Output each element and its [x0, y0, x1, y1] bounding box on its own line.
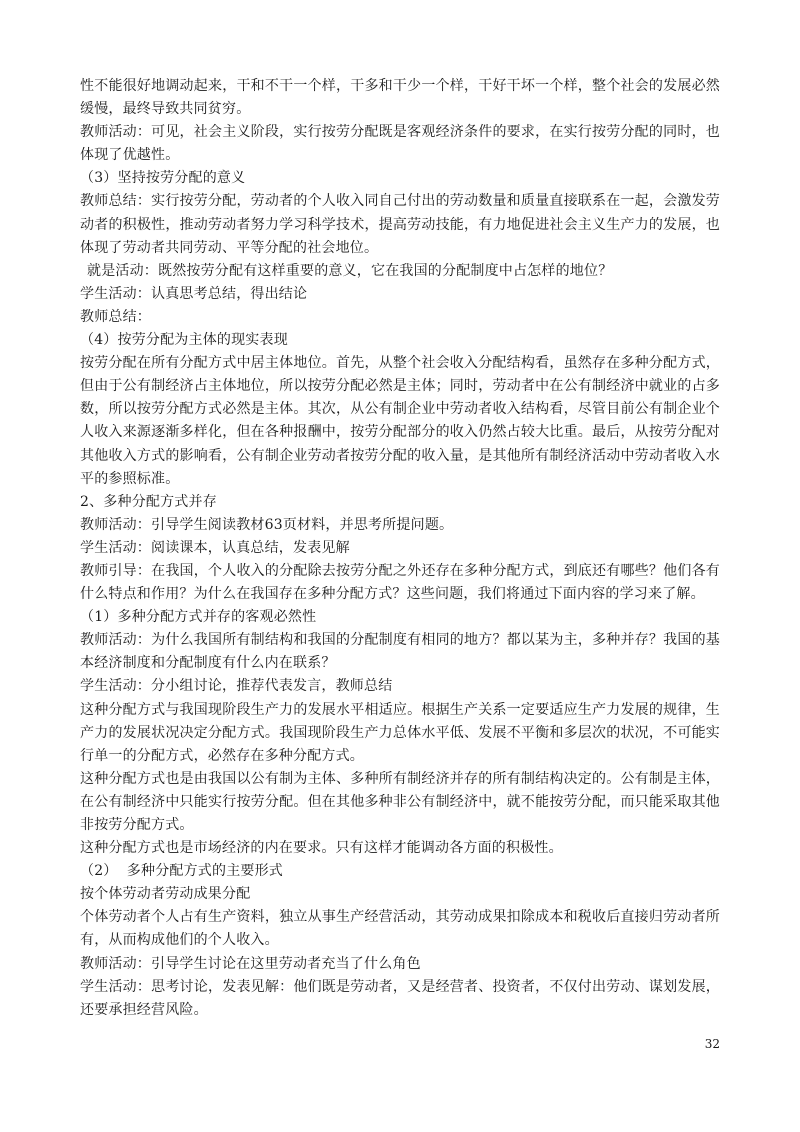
teacher-activity-role: 教师活动：引导学生讨论在这里劳动者充当了什么角色: [80, 955, 421, 972]
explanation-ownership: 这种分配方式也是由我国以公有制为主体、多种所有制经济并存的所有制结构决定的。公有制是主体，在公有制经济中只能实行按劳分配。但在其他多种非公有制经济中，就不能按劳分配，而只能采取其他非按劳分配方式。: [80, 770, 720, 833]
teacher-guidance: 教师引导：在我国，个人收入的分配除去按劳分配之外还存在多种分配方式，到底还有哪些？他们各有什么特点和作用？为什么在我国存在多种分配方式？这些问题，我们将通过下面内容的学习来了解。: [80, 562, 720, 603]
student-activity: 学生活动：认真思考总结，得出结论: [80, 285, 308, 302]
teacher-activity-reading: 教师活动：引导学生阅读教材63页材料，并思考所提问题。: [80, 516, 454, 533]
student-activity-reading: 学生活动：阅读课本，认真总结，发表见解: [80, 539, 350, 556]
individual-labor-paragraph: 个体劳动者个人占有生产资料，独立从事生产经营活动，其劳动成果扣除成本和税收后直接归劳动者所有，从而构成他们的个人收入。: [80, 909, 720, 949]
explanation-productivity: 这种分配方式与我国现阶段生产力的发展水平相适应。根据生产关系一定要适应生产力发展的规律，生产力的发展状况决定分配方式。我国现阶段生产力总体水平低、发展不平衡和多层次的状况，不可能实行单一的分配方式，必然存在多种分配方式。: [80, 701, 720, 764]
section-heading-2-multiple: 2、多种分配方式并存: [80, 493, 217, 510]
subsection-heading-2: （2） 多种分配方式的主要形式: [80, 863, 284, 880]
page-number: 32: [704, 1037, 720, 1051]
individual-labor-heading: 按个体劳动者劳动成果分配: [80, 886, 251, 903]
teacher-activity-question: 教师活动：为什么我国所有制结构和我国的分配制度有相同的地方？都以某为主，多种并存？我国的基本经济制度和分配制度有什么内在联系？: [80, 632, 720, 672]
main-distribution-paragraph: 按劳分配在所有分配方式中居主体地位。首先，从整个社会收入分配结构看，虽然存在多种分配方式，但由于公有制经济占主体地位，所以按劳分配必然是主体；同时，劳动者中在公有制经济中就业的占多数，所以按劳分配方式必然是主体。其次，从公有制企业中劳动者收入结构看，尽管目前公有制企业个人收入来源逐渐多样化，但在各种报酬中，按劳分配部分的收入仍然占较大比重。最后，从按劳分配对其他收入方式的影响看，公有制企业劳动者按劳分配的收入量，是其他所有制经济活动中劳动者收入水平的参照标准。: [80, 355, 720, 487]
teacher-summary-label: 教师总结：: [80, 308, 151, 325]
paragraph-continuation: 性不能很好地调动起来，干和不干一个样，干多和干少一个样，干好干坏一个样，整个社会的发展必然缓慢，最终导致共同贫穷。: [80, 78, 720, 118]
question-paragraph: 就是活动：既然按劳分配有这样重要的意义，它在我国的分配制度中占怎样的地位？: [87, 262, 613, 279]
section-heading-4: （4）按劳分配为主体的现实表现: [80, 332, 288, 349]
explanation-market: 这种分配方式也是市场经济的内在要求。只有这样才能调动各方面的积极性。: [80, 840, 563, 857]
section-heading-3: （3）坚持按劳分配的意义: [80, 170, 246, 187]
student-activity-answer: 学生活动：思考讨论，发表见解：他们既是劳动者，又是经营者、投资者，不仅付出劳动、谋划发展，还要承担经营风险。: [80, 978, 720, 1018]
teacher-activity: 教师活动：可见，社会主义阶段，实行按劳分配既是客观经济条件的要求，在实行按劳分配的同时，也体现了优越性。: [80, 124, 720, 164]
teacher-summary: 教师总结：实行按劳分配，劳动者的个人收入同自己付出的劳动数量和质量直接联系在一起，会激发劳动者的积极性，推动劳动者努力学习科学技术，提高劳动技能，有力地促进社会主义生产力的发展，也体现了劳动者共同劳动、平等分配的社会地位。: [80, 193, 720, 256]
subsection-heading-1: （1）多种分配方式并存的客观必然性: [80, 609, 317, 626]
page-body: [80, 75, 720, 1022]
student-activity-discussion: 学生活动：分小组讨论，推荐代表发言，教师总结: [80, 678, 393, 695]
